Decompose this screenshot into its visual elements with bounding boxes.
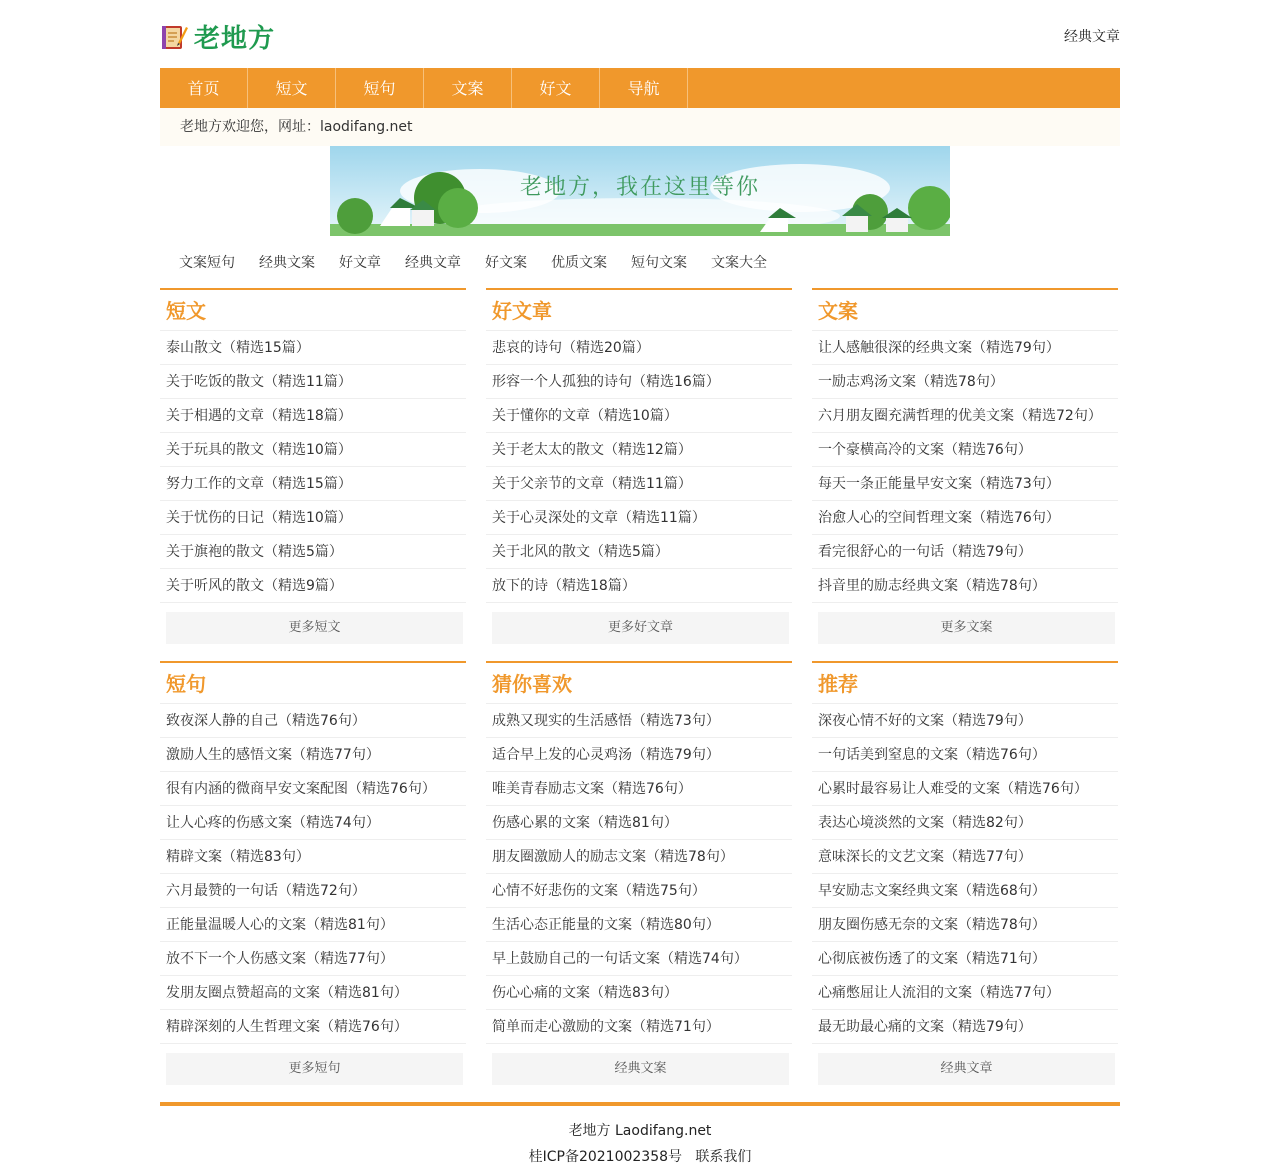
article-link[interactable]: 形容一个人孤独的诗句（精选16篇）: [492, 374, 720, 390]
article-link[interactable]: 六月朋友圈充满哲理的优美文案（精选72句）: [818, 408, 1102, 424]
article-link[interactable]: 关于忧伤的日记（精选10篇）: [166, 510, 352, 526]
tag-links: [160, 236, 1120, 288]
welcome-bar: 老地方欢迎您，网址：laodifang.net: [160, 108, 1120, 146]
article-link[interactable]: 很有内涵的微商早安文案配图（精选76句）: [166, 781, 436, 797]
list-item: [486, 738, 792, 772]
main-nav: [160, 68, 1120, 108]
article-link[interactable]: 关于懂你的文章（精选10篇）: [492, 408, 678, 424]
tag-link[interactable]: 经典文章: [405, 255, 461, 271]
list-item: [486, 569, 792, 603]
list-item: [160, 806, 466, 840]
list-item: [812, 874, 1118, 908]
tag-link[interactable]: 优质文案: [551, 255, 607, 271]
article-link[interactable]: 正能量温暖人心的文案（精选81句）: [166, 917, 394, 933]
list-item: [160, 467, 466, 501]
list-item: [812, 501, 1118, 535]
article-link[interactable]: 精辟深刻的人生哲理文案（精选76句）: [166, 1019, 408, 1035]
list-item: [486, 772, 792, 806]
list-item: [160, 433, 466, 467]
article-link[interactable]: 伤心心痛的文案（精选83句）: [492, 985, 678, 1001]
list-item: [486, 501, 792, 535]
banner-slogan: 老地方，我在这里等你: [519, 175, 760, 200]
article-list: [812, 704, 1118, 1044]
list-item: [812, 433, 1118, 467]
list-item: [160, 399, 466, 433]
article-link[interactable]: 激励人生的感悟文案（精选77句）: [166, 747, 380, 763]
nav-item-good-articles[interactable]: 好文: [512, 68, 600, 108]
nav-item-navigation[interactable]: 导航: [600, 68, 688, 108]
nav-item-copywriting[interactable]: 文案: [424, 68, 512, 108]
article-link[interactable]: 悲哀的诗句（精选20篇）: [492, 340, 650, 356]
footer-site-name: 老地方 Laodifang.net: [568, 1123, 712, 1139]
article-link[interactable]: 每天一条正能量早安文案（精选73句）: [818, 476, 1060, 492]
list-item: [486, 704, 792, 738]
article-link[interactable]: 最无助最心痛的文案（精选79句）: [818, 1019, 1032, 1035]
tag-link[interactable]: 文案大全: [711, 255, 767, 271]
article-link[interactable]: 早安励志文案经典文案（精选68句）: [818, 883, 1046, 899]
nav-item-home[interactable]: 首页: [160, 68, 248, 108]
article-link[interactable]: 关于心灵深处的文章（精选11篇）: [492, 510, 706, 526]
article-link[interactable]: 六月最赞的一句话（精选72句）: [166, 883, 366, 899]
article-link[interactable]: 发朋友圈点赞超高的文案（精选81句）: [166, 985, 408, 1001]
article-link[interactable]: 伤感心累的文案（精选81句）: [492, 815, 678, 831]
more-button[interactable]: 更多短文: [166, 612, 463, 644]
more-button[interactable]: 更多文案: [818, 612, 1115, 644]
list-item: [812, 1010, 1118, 1044]
list-item: [160, 840, 466, 874]
site-logo[interactable]: [160, 18, 275, 55]
list-item: [160, 331, 466, 365]
list-item: [486, 976, 792, 1010]
list-item: [486, 1010, 792, 1044]
list-item: [486, 467, 792, 501]
banner[interactable]: [330, 146, 950, 236]
article-link[interactable]: 成熟又现实的生活感悟（精选73句）: [492, 713, 720, 729]
article-link[interactable]: 表达心境淡然的文案（精选82句）: [818, 815, 1032, 831]
article-link[interactable]: 一个豪横高冷的文案（精选76句）: [818, 442, 1032, 458]
footer: [160, 1102, 1120, 1170]
list-item: [160, 772, 466, 806]
list-item: [812, 806, 1118, 840]
list-item: [160, 569, 466, 603]
section-recommended: [812, 661, 1118, 1085]
list-item: [812, 976, 1118, 1010]
article-list: [160, 704, 466, 1044]
article-link[interactable]: 心痛憋屈让人流泪的文案（精选77句）: [818, 985, 1060, 1001]
list-item: [486, 840, 792, 874]
article-link[interactable]: 适合早上发的心灵鸡汤（精选79句）: [492, 747, 720, 763]
nav-item-short-essays[interactable]: 短文: [248, 68, 336, 108]
section-copywriting: [812, 288, 1118, 644]
article-link[interactable]: 让人心疼的伤感文案（精选74句）: [166, 815, 380, 831]
list-item: [812, 738, 1118, 772]
article-list: [486, 704, 792, 1044]
section-title: 好文章: [486, 290, 792, 331]
list-item: [812, 467, 1118, 501]
header: [160, 0, 1120, 68]
list-item: [486, 399, 792, 433]
article-list: [812, 331, 1118, 603]
classic-articles-link[interactable]: 经典文章: [1064, 29, 1120, 45]
section-title: 猜你喜欢: [486, 663, 792, 704]
article-link[interactable]: 放下的诗（精选18篇）: [492, 578, 636, 594]
list-item: [160, 976, 466, 1010]
article-link[interactable]: 看完很舒心的一句话（精选79句）: [818, 544, 1032, 560]
list-item: [812, 535, 1118, 569]
article-link[interactable]: 一励志鸡汤文案（精选78句）: [818, 374, 1004, 390]
list-item: [812, 704, 1118, 738]
article-link[interactable]: 一句话美到窒息的文案（精选76句）: [818, 747, 1046, 763]
tag-link[interactable]: 好文章: [339, 255, 381, 271]
list-item: [160, 365, 466, 399]
tag-link[interactable]: 文案短句: [179, 255, 235, 271]
site-name: 老地方: [194, 24, 276, 54]
article-link[interactable]: 关于吃饭的散文（精选11篇）: [166, 374, 352, 390]
page: [160, 0, 1120, 1170]
article-link[interactable]: 关于北风的散文（精选5篇）: [492, 544, 669, 560]
article-link[interactable]: 关于听风的散文（精选9篇）: [166, 578, 343, 594]
article-link[interactable]: 关于父亲节的文章（精选11篇）: [492, 476, 692, 492]
list-item: [160, 738, 466, 772]
article-list: [486, 331, 792, 603]
section-short-sentences: [160, 661, 466, 1085]
footer-legal: [160, 1144, 1120, 1170]
article-link[interactable]: 意味深长的文艺文案（精选77句）: [818, 849, 1032, 865]
tag-link[interactable]: 经典文案: [259, 255, 315, 271]
article-link[interactable]: 精辟文案（精选83句）: [166, 849, 310, 865]
list-item: [812, 365, 1118, 399]
list-item: [812, 399, 1118, 433]
list-item: [812, 840, 1118, 874]
list-item: [160, 535, 466, 569]
list-item: [812, 772, 1118, 806]
section-title: 文案: [812, 290, 1118, 331]
list-item: [812, 908, 1118, 942]
list-item: [812, 942, 1118, 976]
article-link[interactable]: 心累时最容易让人难受的文案（精选76句）: [818, 781, 1088, 797]
article-link[interactable]: 早上鼓励自己的一句话文案（精选74句）: [492, 951, 748, 967]
article-link[interactable]: 简单而走心激励的文案（精选71句）: [492, 1019, 720, 1035]
list-item: [160, 1010, 466, 1044]
list-item: [160, 942, 466, 976]
article-list: [160, 331, 466, 603]
book-pencil-icon: [160, 23, 188, 51]
article-link[interactable]: 放不下一个人伤感文案（精选77句）: [166, 951, 394, 967]
article-link[interactable]: 关于玩具的散文（精选10篇）: [166, 442, 352, 458]
article-link[interactable]: 抖音里的励志经典文案（精选78句）: [818, 578, 1046, 594]
article-link[interactable]: 泰山散文（精选15篇）: [166, 340, 310, 356]
list-item: [160, 874, 466, 908]
article-link[interactable]: 生活心态正能量的文案（精选80句）: [492, 917, 720, 933]
more-button[interactable]: 更多短句: [166, 1053, 463, 1085]
list-item: [486, 908, 792, 942]
article-link[interactable]: 致夜深人静的自己（精选76句）: [166, 713, 366, 729]
icp-link[interactable]: 桂ICP备2021002358号: [528, 1149, 683, 1165]
list-item: [486, 331, 792, 365]
article-link[interactable]: 治愈人心的空间哲理文案（精选76句）: [818, 510, 1060, 526]
section-short-essays: [160, 288, 466, 644]
article-link[interactable]: 唯美青春励志文案（精选76句）: [492, 781, 692, 797]
article-link[interactable]: 让人感触很深的经典文案（精选79句）: [818, 340, 1060, 356]
list-item: [486, 535, 792, 569]
section-title: 短句: [160, 663, 466, 704]
article-link[interactable]: 关于相遇的文章（精选18篇）: [166, 408, 352, 424]
article-link[interactable]: 心彻底被伤透了的文案（精选71句）: [818, 951, 1046, 967]
article-link[interactable]: 努力工作的文章（精选15篇）: [166, 476, 352, 492]
list-item: [160, 704, 466, 738]
list-item: [486, 806, 792, 840]
article-link[interactable]: 关于老太太的散文（精选12篇）: [492, 442, 692, 458]
section-title: 推荐: [812, 663, 1118, 704]
list-item: [486, 365, 792, 399]
list-item: [486, 874, 792, 908]
section-title: 短文: [160, 290, 466, 331]
nav-item-short-sentences[interactable]: 短句: [336, 68, 424, 108]
list-item: [812, 331, 1118, 365]
more-button[interactable]: 经典文章: [818, 1053, 1115, 1085]
article-link[interactable]: 朋友圈激励人的励志文案（精选78句）: [492, 849, 734, 865]
article-link[interactable]: 朋友圈伤感无奈的文案（精选78句）: [818, 917, 1046, 933]
section-guess-you-like: [486, 661, 792, 1085]
tag-link[interactable]: 好文案: [485, 255, 527, 271]
article-link[interactable]: 深夜心情不好的文案（精选79句）: [818, 713, 1032, 729]
contact-link[interactable]: 联系我们: [695, 1149, 752, 1165]
article-link[interactable]: 心情不好悲伤的文案（精选75句）: [492, 883, 706, 899]
article-link[interactable]: 关于旗袍的散文（精选5篇）: [166, 544, 343, 560]
content-grid: [160, 288, 1120, 1102]
list-item: [160, 501, 466, 535]
list-item: [486, 942, 792, 976]
list-item: [486, 433, 792, 467]
section-good-articles: [486, 288, 792, 644]
list-item: [812, 569, 1118, 603]
list-item: [160, 908, 466, 942]
more-button[interactable]: 经典文案: [492, 1053, 789, 1085]
more-button[interactable]: 更多好文章: [492, 612, 789, 644]
tag-link[interactable]: 短句文案: [631, 255, 687, 271]
